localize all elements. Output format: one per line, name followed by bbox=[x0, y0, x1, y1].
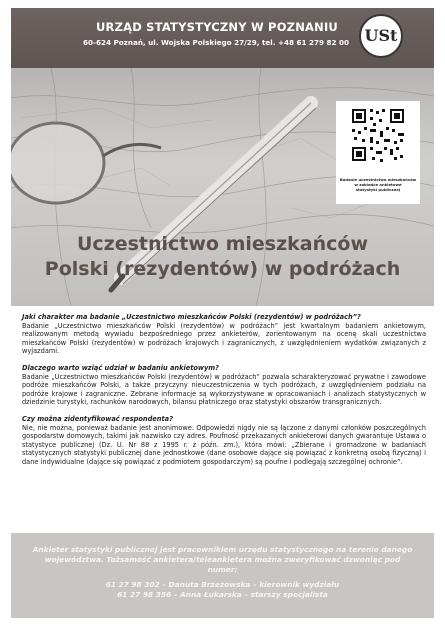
office-title: URZĄD STATYSTYCZNY W POZNANIU bbox=[96, 20, 338, 34]
qr-caption-line: Badanie uczestnictwa mieszkańców bbox=[339, 177, 417, 182]
faq-question: Jaki charakter ma badanie „Uczestnictwo mieszkańców Polski (rezydentów) w podróżach”? bbox=[22, 313, 361, 321]
contact-phone-2: 61 27 98 356 – Anna Łukarska – starszy specjalista bbox=[117, 590, 328, 600]
footer-text bbox=[31, 545, 414, 600]
qr-caption-line: statystyki publicznej bbox=[355, 187, 401, 192]
faq-answer: Badanie „Uczestnictwo mieszkańców Polski (rezydentów) w podróżach” pozwala scharakteryzować prywatne i zawodowe podróże mieszkańców Polski, a także przyczyny nieuczestniczenia w tych podróżach, z uwzględnieniem podziału na podróże krajowe i zagraniczne. Zebrane informacje są wykorzystywane w opracowaniach i analizach statystycznych w dziedzinie turystyki, rachunków narodowych, bilansu płatniczego oraz statystyki obszarów transgranicznych. bbox=[22, 372, 426, 407]
contact-phone-1: 61 27 98 302 – Danuta Brzezowska – kierownik wydziału bbox=[105, 580, 340, 590]
faq-question: Dlaczego warto wziąć udział w badaniu ankietowym? bbox=[22, 363, 219, 372]
footer-line: województwa. Tożsamość ankietera/teleankietera można zweryfikować dzwoniąc pod numer: bbox=[44, 554, 401, 574]
faq-answer: Badanie „Uczestnictwo mieszkańców Polski (rezydentów) w podróżach” jest kwartalnym badaniem ankietowym, realizowanym metodą wywiadu bezpośredniego przez ankieterów, zorientowanym na ocenę skali uczestnictwa mieszkańców Polski (rezydentów) w podróżach krajowych i zagranicznych, z uwzględnieniem wydatków związanych z wyjazdami. bbox=[22, 321, 426, 356]
contact-footer bbox=[11, 533, 434, 618]
qr-caption bbox=[336, 177, 420, 192]
survey-title bbox=[0, 232, 445, 282]
logo-lettering: USt bbox=[364, 26, 398, 45]
faq-question: Czy można zidentyfikować respondenta? bbox=[22, 414, 173, 423]
office-address: 60-624 Poznań, ul. Wojska Polskiego 27/29, tel. +48 61 279 82 00 bbox=[82, 38, 350, 47]
qr-pattern bbox=[336, 101, 420, 171]
footer-line: Ankieter statystyki publicznej jest pracownikiem urzędu statystycznego na terenie danego bbox=[32, 545, 413, 554]
qr-caption-line: w zakładce ankietowe bbox=[354, 182, 402, 187]
survey-title-line2: Polski (rezydentów) w podróżach bbox=[44, 258, 401, 280]
header-banner bbox=[11, 8, 434, 68]
faq-body bbox=[22, 313, 426, 475]
survey-title-line1: Uczestnictwo mieszkańców bbox=[76, 233, 369, 255]
office-logo bbox=[359, 14, 403, 58]
faq-answer: Nie, nie można, ponieważ badanie jest anonimowe. Odpowiedzi nigdy nie są łączone z danymi członków poszczególnych gospodarstw domowych, takimi jak nazwisko czy adres. Poufność przekazanych ankieterowi danych gwarantuje Ustawa o statystyce publicznej (Dz. U. Nr 88 z 1995 r. z późn. zm.), która mówi: „Zbierane i gromadzone w badaniach statystycznych statystyki publicznej dane jednostkowe (dane osobowe dające się powiązać z konkretną osobą fizyczną) i dane indywidualne (dające się powiązać z podmiotem gospodarczym) są poufne i podlegają szczególnej ochronie”. bbox=[22, 423, 426, 466]
